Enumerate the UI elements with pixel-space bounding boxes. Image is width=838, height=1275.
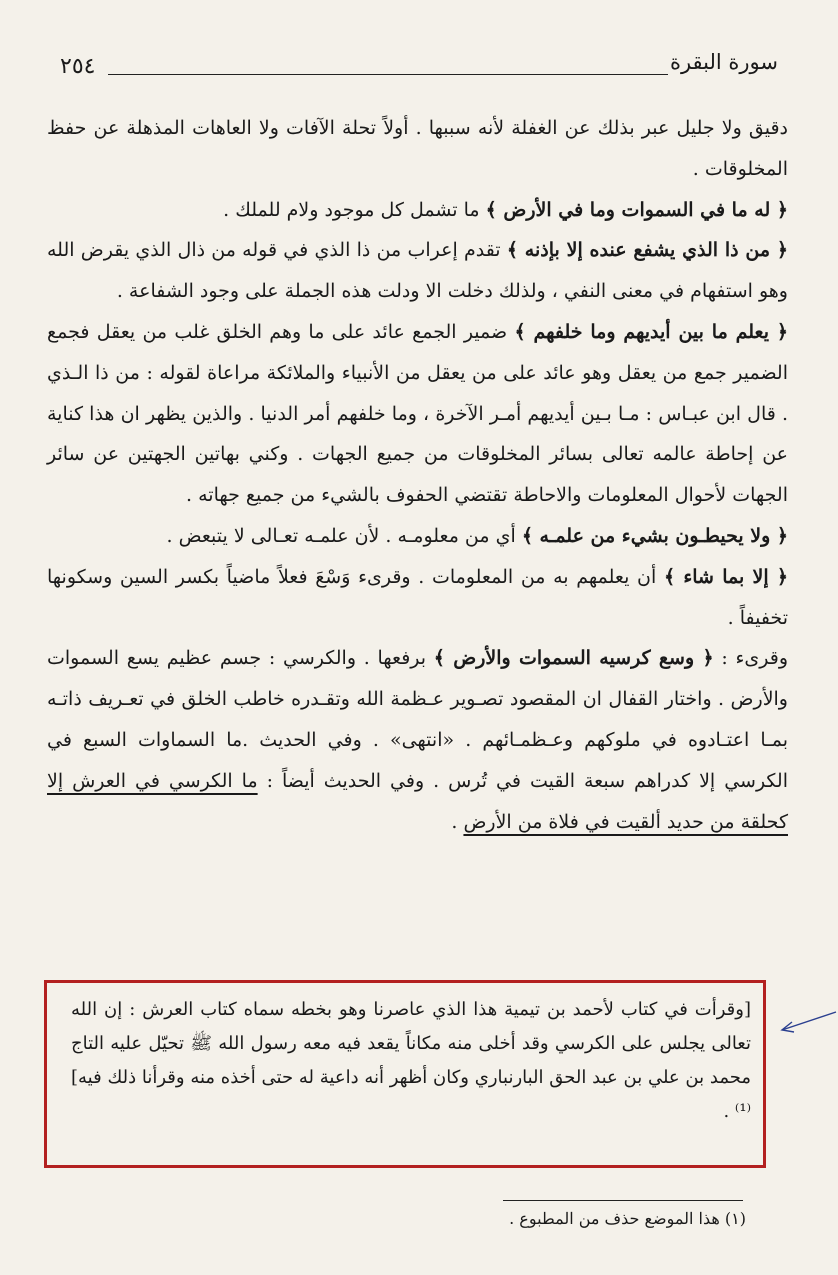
paragraph: ﴿ له ما في السموات وما في الأرض ﴾ ما تشمل كل موجود ولام للملك .: [223, 198, 788, 221]
quran-verse: ﴿ ولا يحيطـون بشيء من علمـه ﴾: [521, 524, 788, 547]
paragraph: ﴿ من ذا الذي يشفع عنده إلا بإذنه ﴾ تقدم إعراب من ذا الذي في قوله من ذال الذي يقرض الله وهو استفهام في معنى النفي ، ولذلك دخلت الا ودلت هذه الجملة على وجود الشفاعة .: [47, 239, 788, 303]
paragraph: دقيق ولا جليل عبر بذلك عن الغفلة لأنه سببها . أولاً تحلة الآفات ولا العاهات المذهلة عن حفظ المخلوقات .: [47, 117, 788, 180]
main-text: [47, 108, 788, 842]
highlighted-text: [وقرأت في كتاب لأحمد بن تيمية هذا الذي عاصرنا وهو بخطه سماه كتاب العرش : إن الله تعالى يجلس على الكرسي وقد أخلى منه مكاناً يقعد فيه معه رسول الله ﷺ تحيّل عليه التاج محمد بن علي بن عبد الحق البارنباري وكان أظهر أنه داعية له حتى أخذه منه وقرأنا ذلك فيه]⁽¹⁾ .: [71, 999, 751, 1122]
footnote-rule: [503, 1200, 743, 1201]
paragraph: ﴿ إلا بما شاء ﴾ أن يعلمهم به من المعلومات . وقرىء وَسْعَ فعلاً ماضياً بكسر السين وسكونها تخفيفاً .: [47, 565, 788, 629]
paragraph: ﴿ يعلم ما بين أيديهم وما خلفهم ﴾ ضمير الجمع عائد على ما وهم الخلق غلب من يعقل فجمع الضمير جمع من يعقل وهو عائد على من يعقل من الأنبياء والملائكة مراعاة لقوله : من ذا الـذي . قال ابن عبـاس : مـا بـين أيديهم أمـر الآخرة ، وما خلفهم أمر الدنيا . والذين يظهر ان هذا كناية عن إحاطة عالمه تعالى بسائر المخلوقات من جميع الجهات . وكني بهاتين الجهتين عن سائر الجهات لأحوال المعلومات والاحاطة تقتضي الحفوف بالشيء من جميع جهاته .: [47, 320, 788, 507]
highlighted-passage: [44, 980, 766, 1168]
annotation-arrow-icon: [768, 1008, 838, 1038]
quran-verse: ﴿ يعلم ما بين أيديهم وما خلفهم ﴾: [514, 320, 788, 343]
page-number: ٢٥٤: [60, 54, 96, 79]
underlined-hadith: ما الكرسي في العرش إلا كحلقة من حديد ألقيت في فلاة من الأرض: [47, 769, 788, 833]
paragraph: وقرىء : ﴿ وسع كرسيه السموات والأرض ﴾ برفعها . والكرسي : جسم عظيم يسع السموات والأرض . واختار القفال ان المقصود تصـوير عـظمة الله وتقـدره خاطب الخلق في تعـريف ذاتـه بمـا اعتـادوه في ملوكهم وعـظمـائهم . «انتهى» . وفي الحديث .ما السماوات السبع في الكرسي إلا كدراهم سبعة القيت في تُرس . وفي الحديث أيضاً : ما الكرسي في العرش إلا كحلقة من حديد ألقيت في فلاة من الأرض .: [47, 647, 789, 833]
quran-verse: ﴿ له ما في السموات وما في الأرض ﴾: [485, 198, 788, 221]
footnote: (١) هذا الموضع حذف من المطبوع .: [509, 1209, 746, 1228]
header-rule: [108, 74, 668, 75]
quran-verse: ﴿ إلا بما شاء ﴾: [663, 565, 788, 588]
surah-title: سورة البقرة: [669, 50, 778, 74]
page-header: [30, 40, 808, 80]
quran-verse: ﴿ وسع كرسيه السموات والأرض ﴾: [433, 647, 714, 670]
paragraph: ﴿ ولا يحيطـون بشيء من علمـه ﴾ أي من معلومـه . لأن علمـه تعـالى لا يتبعض .: [166, 524, 788, 547]
quran-verse: ﴿ من ذا الذي يشفع عنده إلا بإذنه ﴾: [506, 239, 788, 262]
